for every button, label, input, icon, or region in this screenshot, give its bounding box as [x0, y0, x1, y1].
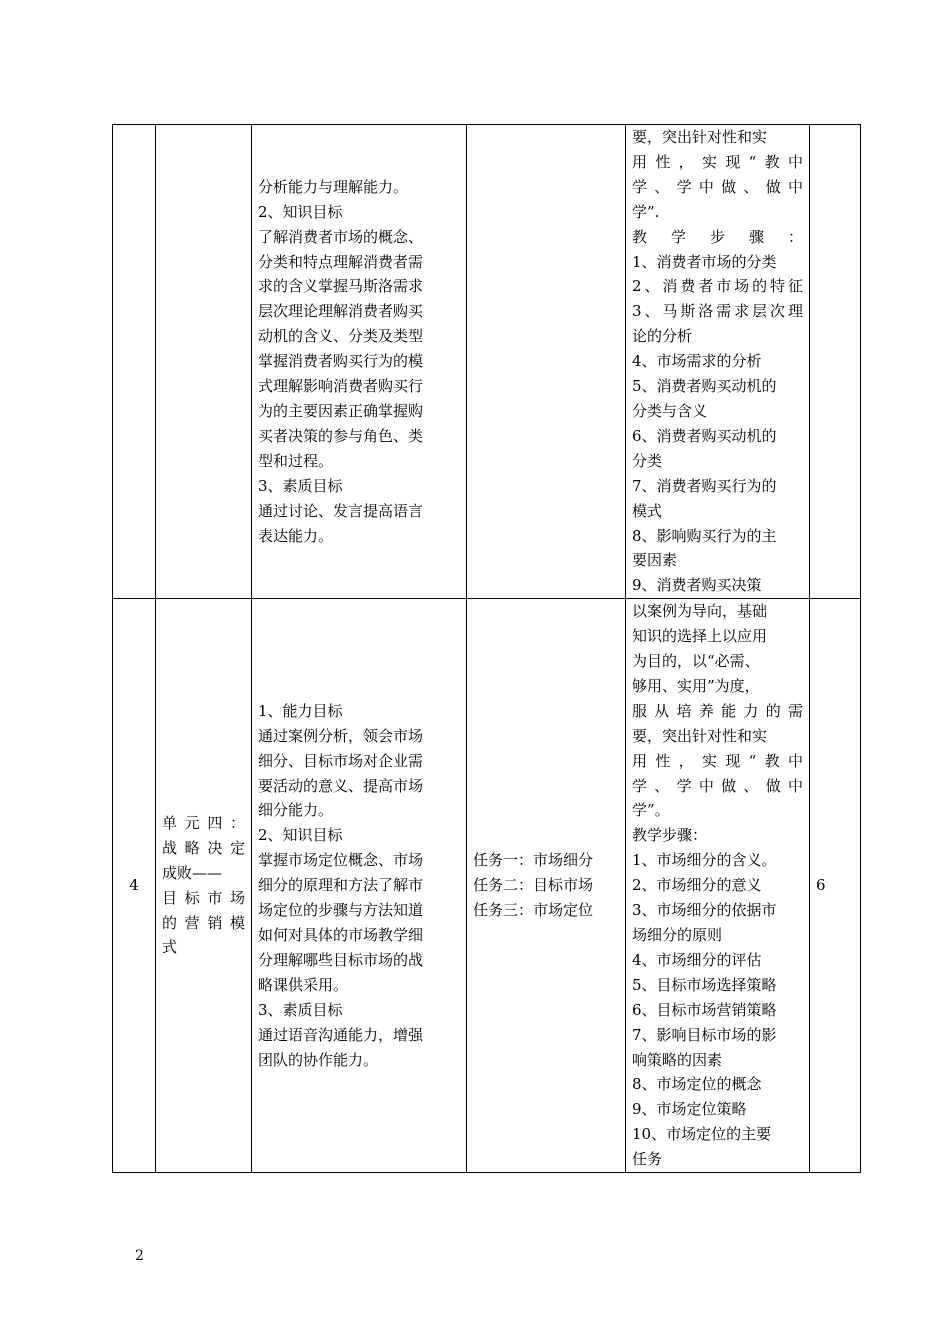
tasks-line: 任务二：目标市场 — [473, 876, 594, 895]
objectives-line: 通过讨论、发言提高语言 — [258, 501, 424, 520]
method-line: 9、市场定位策略 — [632, 1100, 747, 1119]
method-line: 7、消费者购买行为的 — [632, 476, 777, 495]
unit-title-cell — [156, 125, 252, 599]
objectives-line: 要活动的意义、提高市场 — [258, 776, 424, 795]
table-row — [113, 125, 861, 599]
objectives-line: 通过案例分析，领会市场 — [258, 726, 424, 745]
method-line: 4、市场细分的评估 — [632, 950, 762, 969]
method-line: 服从培养能力的需 — [632, 701, 803, 720]
page-number: 2 — [135, 1248, 144, 1264]
method-line: 模式 — [632, 501, 663, 520]
method-line: 以案例为导向，基础 — [632, 602, 768, 621]
method-line: 4、市场需求的分析 — [632, 352, 762, 371]
method-line: 1、消费者市场的分类 — [632, 252, 777, 271]
method-line: 分类与含义 — [632, 401, 708, 420]
method-line: 10、市场定位的主要 — [632, 1125, 772, 1144]
method-line: 分类 — [632, 451, 663, 470]
method-line: 要因素 — [632, 551, 678, 570]
objectives-line: 求的含义掌握马斯洛需求 — [258, 277, 424, 296]
objectives-line: 买者决策的参与角色、类 — [258, 426, 424, 445]
objectives-line: 1、能力目标 — [258, 701, 343, 720]
unit-line: 的营销模 — [162, 913, 245, 932]
objectives-line: 表达能力。 — [258, 526, 334, 545]
method-line: 教学步骤： — [632, 826, 708, 845]
objectives-line: 通过语音沟通能力，增强 — [258, 1025, 424, 1044]
unit-line: 成败—— — [162, 863, 223, 882]
objectives-line: 2、知识目标 — [258, 202, 343, 221]
objectives-line: 如何对具体的市场教学细 — [258, 926, 424, 944]
row-number-cell: 4 — [113, 599, 156, 1173]
table-row — [113, 599, 861, 1173]
method-line: 为目的，以“必需、 — [632, 652, 760, 671]
objectives-line: 掌握消费者购买行为的模 — [258, 352, 424, 371]
objectives-line: 3、素质目标 — [258, 1000, 343, 1019]
method-line: 用性，实现“教中 — [632, 751, 803, 770]
objectives-line: 式理解影响消费者购买行 — [258, 377, 424, 396]
method-line: 1、市场细分的含义。 — [632, 851, 777, 870]
method-line: 6、目标市场营销策略 — [632, 1000, 777, 1019]
objectives-line: 细分能力。 — [258, 801, 334, 820]
method-line: 6、消费者购买动机的 — [632, 426, 777, 445]
objectives-line: 场定位的步骤与方法知道 — [258, 901, 424, 920]
objectives-cell — [252, 125, 467, 599]
method-line: 学、学中做、做中 — [632, 776, 803, 795]
objectives-line: 3、素质目标 — [258, 476, 343, 495]
method-line: 7、影响目标市场的影 — [632, 1025, 777, 1044]
method-line: 学”。 — [632, 801, 670, 820]
method-line: 够用、实用”为度， — [632, 676, 760, 695]
unit-title-cell — [156, 599, 252, 1173]
tasks-cell — [467, 125, 626, 599]
method-line: 场细分的原则 — [632, 926, 723, 944]
method-line: 2、市场细分的意义 — [632, 876, 762, 895]
objectives-line: 细分、目标市场对企业需 — [258, 751, 424, 770]
method-line: 8、市场定位的概念 — [632, 1075, 762, 1094]
objectives-line: 掌握市场定位概念、市场 — [258, 851, 424, 870]
unit-line: 式 — [162, 938, 178, 957]
tasks-cell — [467, 599, 626, 1173]
method-line: 知识的选择上以应用 — [632, 627, 768, 646]
method-line: 要，突出针对性和实 — [632, 726, 768, 745]
teaching-method-cell — [626, 599, 810, 1173]
tasks-line: 任务三：市场定位 — [473, 901, 594, 920]
objectives-line: 分类和特点理解消费者需 — [258, 252, 424, 271]
course-plan-table — [112, 124, 861, 1173]
unit-line: 单元四： — [162, 813, 245, 832]
method-line: 要，突出针对性和实 — [632, 128, 768, 146]
unit-line: 目标市场 — [162, 888, 245, 907]
objectives-cell — [252, 599, 467, 1173]
teaching-method-cell — [626, 125, 810, 599]
objectives-line: 层次理论理解消费者购买 — [258, 302, 424, 321]
objectives-line: 型和过程。 — [258, 451, 334, 470]
table-body — [113, 125, 861, 1173]
method-line: 学”. — [632, 202, 660, 221]
objectives-line: 2、知识目标 — [258, 826, 343, 845]
method-line: 任务 — [632, 1150, 663, 1169]
objectives-line: 了解消费者市场的概念、 — [258, 227, 424, 246]
method-line: 3、马斯洛需求层次理 — [632, 302, 803, 321]
objectives-line: 动机的含义、分类及类型 — [258, 327, 424, 346]
unit-line: 战略决定 — [162, 838, 245, 857]
method-line: 论的分析 — [632, 327, 693, 346]
method-line: 5、消费者购买动机的 — [632, 377, 777, 396]
method-line: 用性，实现“教中 — [632, 152, 803, 171]
method-line: 2、消费者市场的特征 — [632, 277, 803, 296]
method-line: 教学步骤： — [632, 227, 803, 246]
method-line: 3、市场细分的依据市 — [632, 901, 777, 920]
class-hours-cell — [810, 125, 861, 599]
objectives-line: 为的主要因素正确掌握购 — [258, 401, 424, 420]
method-line: 9、消费者购买决策 — [632, 576, 762, 595]
objectives-line: 略课供采用。 — [258, 975, 349, 994]
row-number-cell — [113, 125, 156, 599]
method-line: 5、目标市场选择策略 — [632, 975, 777, 994]
objectives-line: 分析能力与理解能力。 — [258, 177, 409, 196]
class-hours-cell: 6 — [810, 599, 861, 1173]
objectives-line: 分理解哪些目标市场的战 — [258, 950, 424, 969]
method-line: 响策略的因素 — [632, 1050, 723, 1069]
tasks-line: 任务一：市场细分 — [473, 851, 594, 870]
objectives-line: 细分的原理和方法了解市 — [258, 876, 424, 895]
method-line: 8、影响购买行为的主 — [632, 526, 777, 545]
objectives-line: 团队的协作能力。 — [258, 1050, 379, 1069]
method-line: 学、学中做、做中 — [632, 177, 803, 196]
